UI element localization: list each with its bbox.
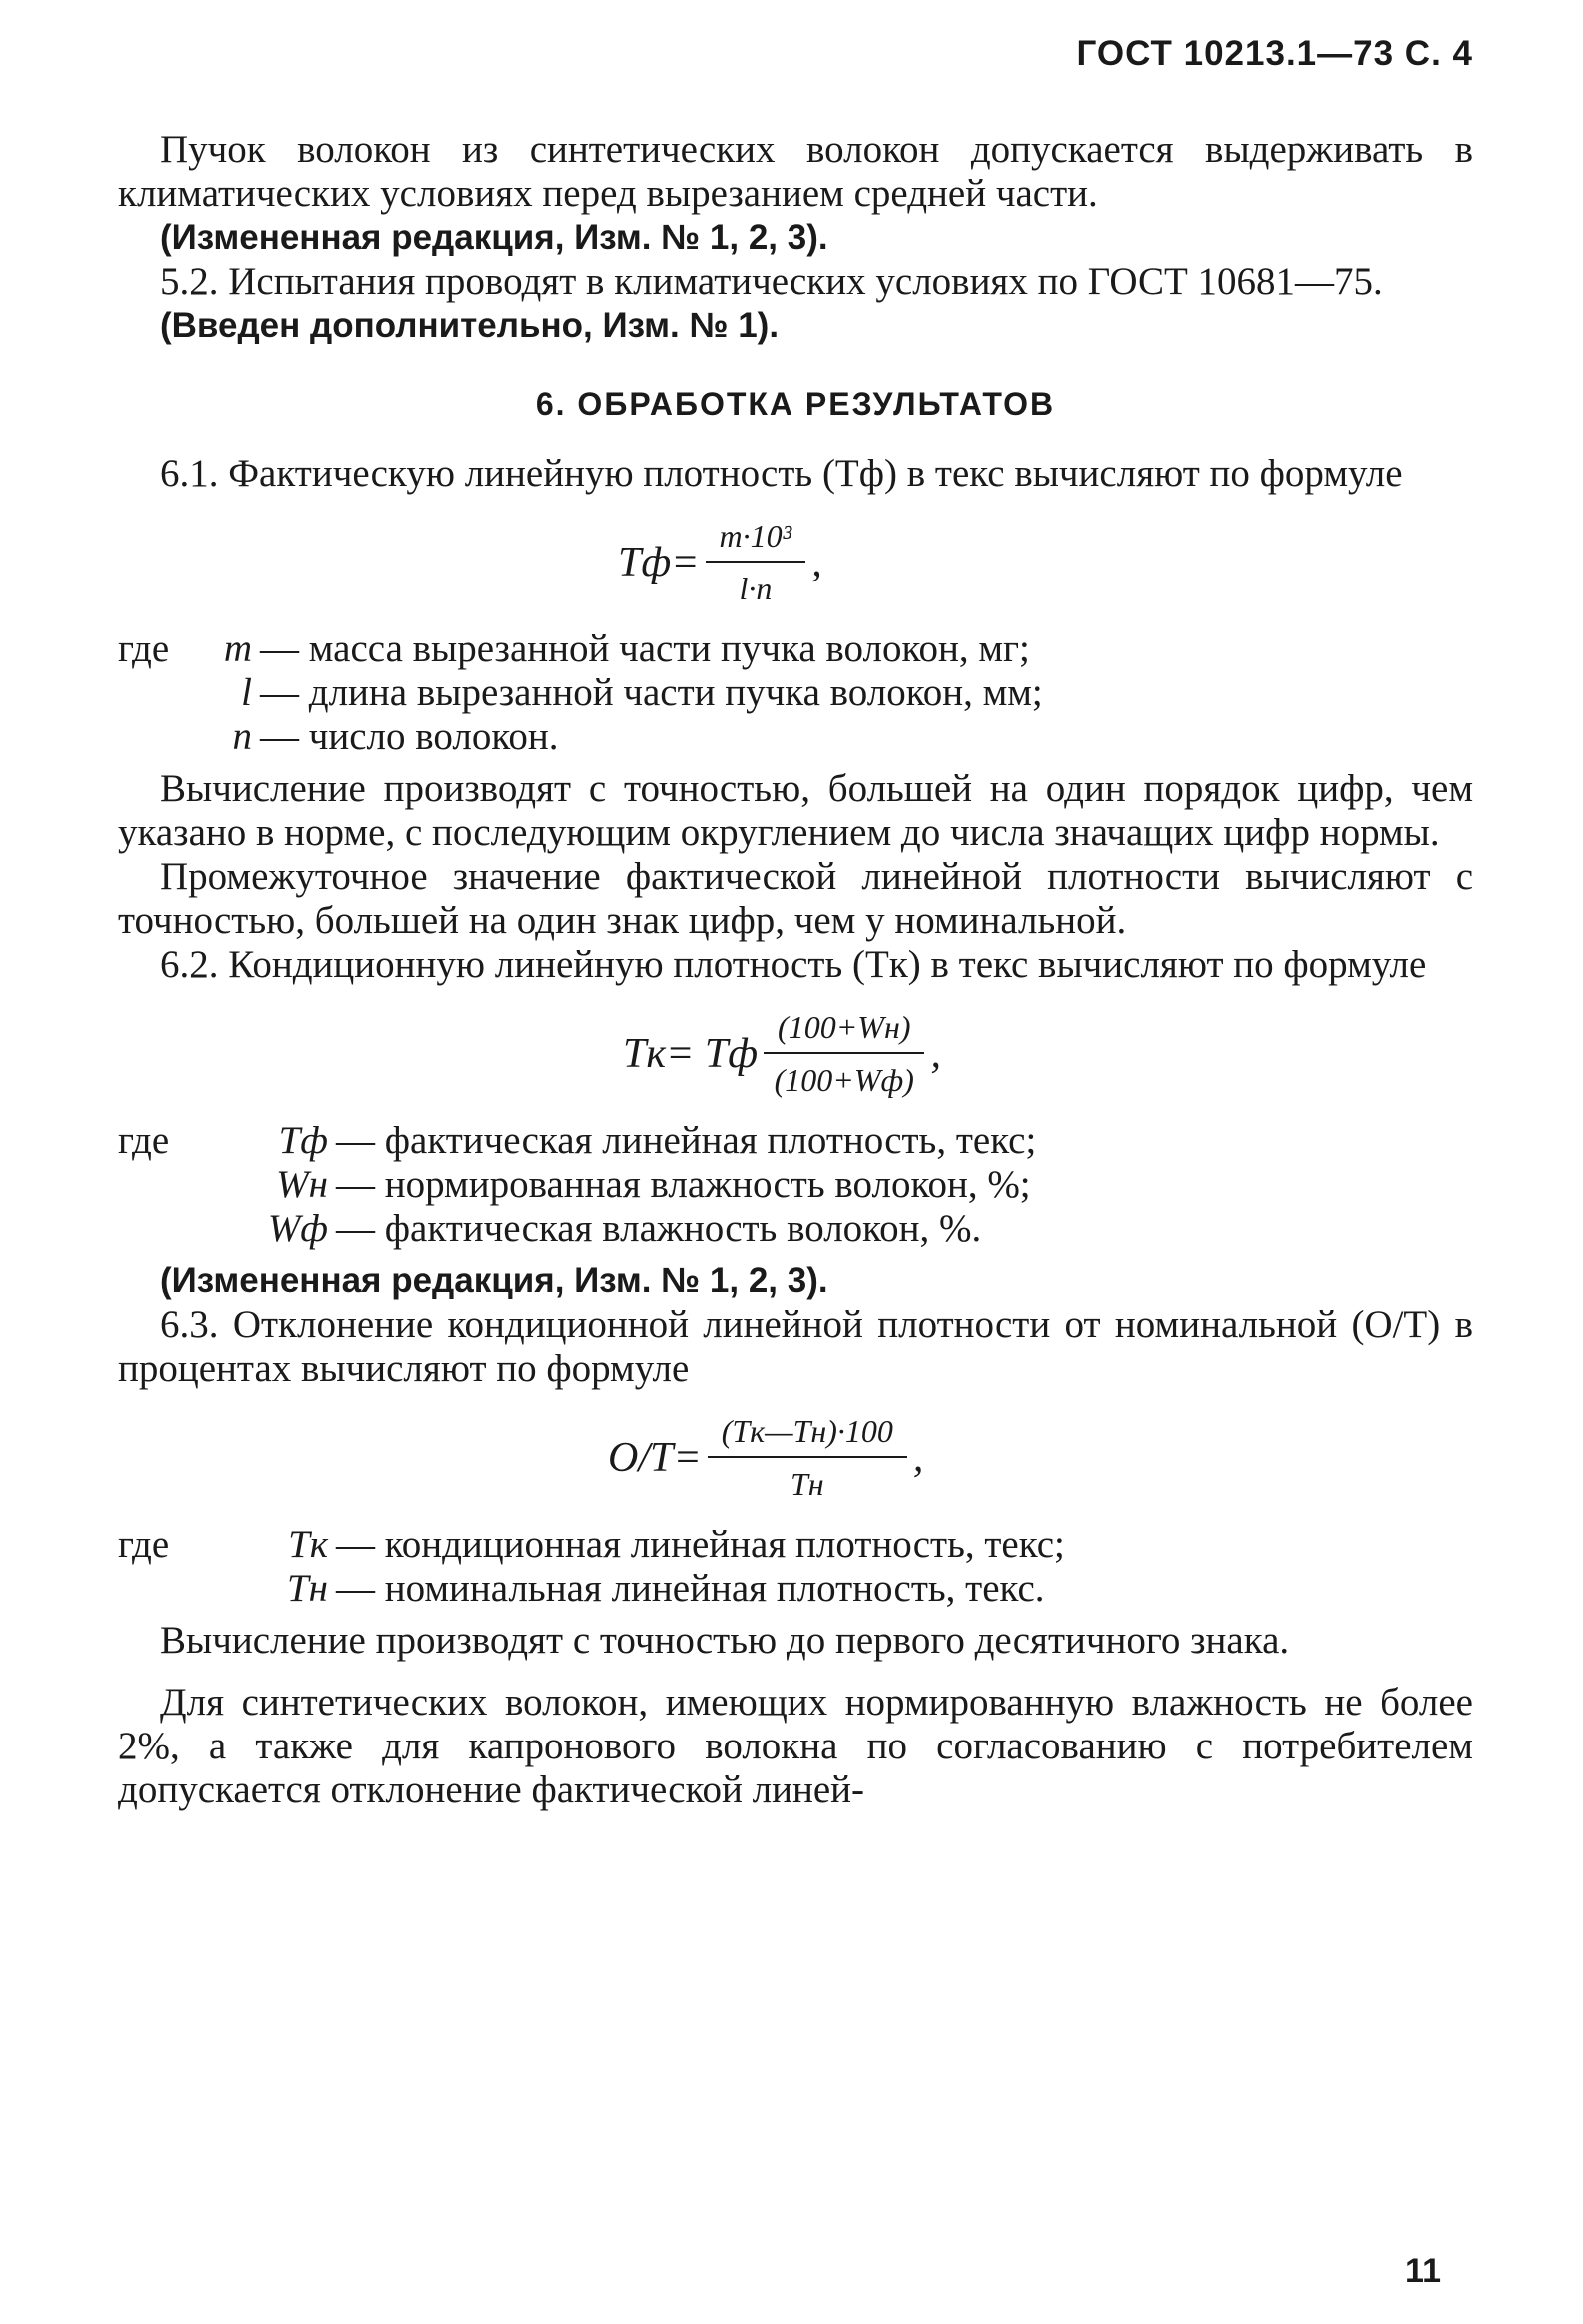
formula-2-numerator: (100+Wн) [764, 1005, 924, 1054]
definitions-1 [118, 627, 1473, 759]
definition-lead: где [118, 1523, 170, 1566]
formula-1-lhs: Tф= [618, 539, 700, 585]
definition-lead: где [118, 627, 170, 670]
definitions-3 [118, 1523, 1473, 1611]
definition-row [118, 1207, 1473, 1251]
para-intermediate: Промежуточное значение фактической линейной плотности вычисляют с точностью, большей на один знак цифр, чем у номинальной. [118, 855, 1473, 942]
formula-3-comma: , [912, 1434, 924, 1481]
para-5-2: 5.2. Испытания проводят в климатических условиях по ГОСТ 10681—75. [160, 260, 1383, 303]
definition-row [118, 1163, 1473, 1207]
para-6-2: 6.2. Кондиционную линейную плотность (Tк) в текс вычисляют по формуле [160, 943, 1427, 986]
formula-3 [118, 1391, 1473, 1511]
note-change-2: (Измененная редакция, Изм. № 1, 2, 3). [160, 1261, 828, 1300]
formula-3-denominator: Tн [790, 1466, 824, 1502]
definition-text: — фактическая линейная плотность, текс; [336, 1119, 1037, 1162]
definition-symbol: Wн [276, 1163, 328, 1206]
note-added: (Введен дополнительно, Изм. № 1). [160, 306, 780, 345]
definition-text: — число волокон. [260, 715, 559, 758]
formula-1-denominator: l·n [739, 571, 773, 606]
para-intro: Пучок волокон из синтетических волокон допускается выдерживать в климатических условиях перед вырезанием средней части. [118, 128, 1473, 215]
section-heading: 6. ОБРАБОТКА РЕЗУЛЬТАТОВ [535, 386, 1056, 422]
definitions-2 [118, 1119, 1473, 1251]
definition-row [118, 627, 1473, 671]
definition-text: — масса вырезанной части пучка волокон, мг; [260, 627, 1030, 670]
formula-2-denominator: (100+Wф) [774, 1062, 914, 1098]
definition-row [118, 1119, 1473, 1163]
definition-symbol: m [223, 627, 252, 670]
definition-lead: где [118, 1119, 170, 1162]
para-6-1: 6.1. Фактическую линейную плотность (Tф) в текс вычисляют по формуле [160, 452, 1403, 495]
para-calc-1: Вычисление производят с точностью, большей на один порядок цифр, чем указано в норме, с последующим округлением до числа значащих цифр нормы. [118, 767, 1473, 854]
note-change-1: (Измененная редакция, Изм. № 1, 2, 3). [160, 218, 828, 257]
definition-row [118, 715, 1473, 759]
formula-3-lhs: O/T= [608, 1434, 702, 1481]
para-calc-2: Вычисление производят с точностью до первого десятичного знака. [160, 1619, 1290, 1662]
formula-2-comma: , [930, 1030, 941, 1077]
page-content [118, 128, 1473, 1812]
definition-symbol: l [241, 671, 252, 714]
definition-symbol: Tк [288, 1523, 328, 1566]
definition-text: — нормированная влажность волокон, %; [336, 1163, 1031, 1206]
definition-text: — длина вырезанной части пучка волокон, мм; [260, 671, 1043, 714]
para-synthetic: Для синтетических волокон, имеющих нормированную влажность не более 2%, а также для капронового волокна по согласованию с потребителем допускается отклонение фактической линей- [118, 1681, 1473, 1811]
page-header: ГОСТ 10213.1—73 С. 4 [1076, 34, 1473, 73]
formula-3-numerator: (Tк—Tн)·100 [708, 1409, 907, 1458]
definition-text: — фактическая влажность волокон, %. [336, 1207, 982, 1250]
definition-symbol: Tн [286, 1567, 328, 1610]
definition-symbol: n [232, 715, 252, 758]
formula-2-fraction [764, 1005, 924, 1102]
page-number: 11 [1405, 2252, 1441, 2290]
definition-row [118, 1567, 1473, 1611]
definition-row [118, 671, 1473, 715]
definition-text: — номинальная линейная плотность, текс. [336, 1567, 1045, 1610]
definition-text: — кондиционная линейная плотность, текс; [336, 1523, 1065, 1566]
formula-3-fraction [708, 1409, 907, 1506]
formula-2-lhs: Tк= Tф [623, 1030, 759, 1077]
formula-1-fraction [706, 514, 806, 610]
para-6-3: 6.3. Отклонение кондиционной линейной плотности от номинальной (O/T) в процентах вычисляют по формуле [118, 1303, 1473, 1390]
definition-row [118, 1523, 1473, 1567]
definition-symbol: Tф [278, 1119, 328, 1162]
formula-2 [118, 987, 1473, 1107]
formula-1-comma: , [811, 539, 822, 585]
definition-symbol: Wф [267, 1207, 328, 1250]
formula-1-numerator: m·10³ [706, 514, 806, 563]
formula-1 [118, 496, 1473, 615]
